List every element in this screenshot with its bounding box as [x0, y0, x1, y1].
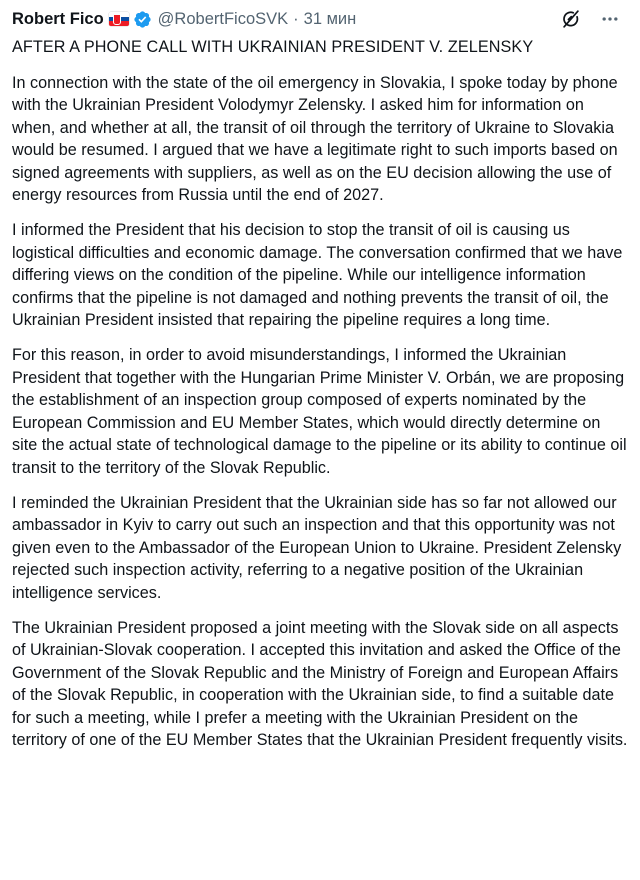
post-header	[12, 6, 628, 32]
verified-badge-icon	[133, 10, 152, 29]
separator-dot: ·	[293, 10, 299, 28]
author-name[interactable]: Robert Fico	[12, 10, 104, 28]
grok-icon[interactable]	[560, 8, 582, 30]
post-timestamp[interactable]: 31 мин	[303, 10, 357, 28]
post-paragraph: I informed the President that his decision to stop the transit of oil is causing us logistical difficulties and economic damage. The conversation confirmed that we have differing views on the condition of the pipeline. While our intelligence information confirms that the pipeline is not damaged and nothing prevents the transit of oil, the Ukrainian President insisted that repairing the pipeline requires a long time.	[12, 221, 623, 330]
post-title: AFTER A PHONE CALL WITH UKRAINIAN PRESIDENT V. ZELENSKY	[12, 38, 534, 56]
header-actions	[560, 8, 628, 30]
author-handle[interactable]: @RobertFicoSVK	[157, 10, 289, 28]
post-body	[12, 72, 628, 751]
post-paragraph: I reminded the Ukrainian President that the Ukrainian side has so far not allowed our ambassador in Kyiv to carry out such an inspection and that this opportunity was not given even to the Ambassador of the European Union to Ukraine. President Zelensky rejected such inspection activity, referring to a negative position of the Ukrainian intelligence services.	[12, 493, 622, 602]
slovakia-flag-icon	[109, 12, 129, 26]
post-paragraph: For this reason, in order to avoid misunderstandings, I informed the Ukrainian President that together with the Hungarian Prime Minister V. Orbán, we are proposing the establishment of an inspection group composed of experts nominated by the European Commission and EU Member States, which would directly determine on site the actual state of technological damage to the pipeline or its ability to continue oil transit to the territory of the Slovak Republic.	[12, 346, 627, 477]
more-options-icon[interactable]	[600, 9, 620, 29]
post-paragraph: The Ukrainian President proposed a joint meeting with the Slovak side on all aspects of Ukrainian-Slovak cooperation. I accepted this invitation and asked the Office of the Government of the Slovak Republic and the Ministry of Foreign and European Affairs of the Slovak Republic, in cooperation with the Ukrainian side, to find a suitable date for such a meeting, while I prefer a meeting with the Ukrainian President on the territory of one of the EU Member States that the Ukrainian President frequently visits.	[12, 618, 628, 749]
post-paragraph: In connection with the state of the oil emergency in Slovakia, I spoke today by phone with the Ukrainian President Volodymyr Zelensky. I asked him for information on when, and whether at all, the transit of oil through the territory of Ukraine to Slovakia would be resumed. I argued that we have a legitimate right to such imports based on signed agreements with suppliers, as well as on the EU decision allowing the use of energy resources from Russia until the end of 2027.	[12, 74, 618, 205]
